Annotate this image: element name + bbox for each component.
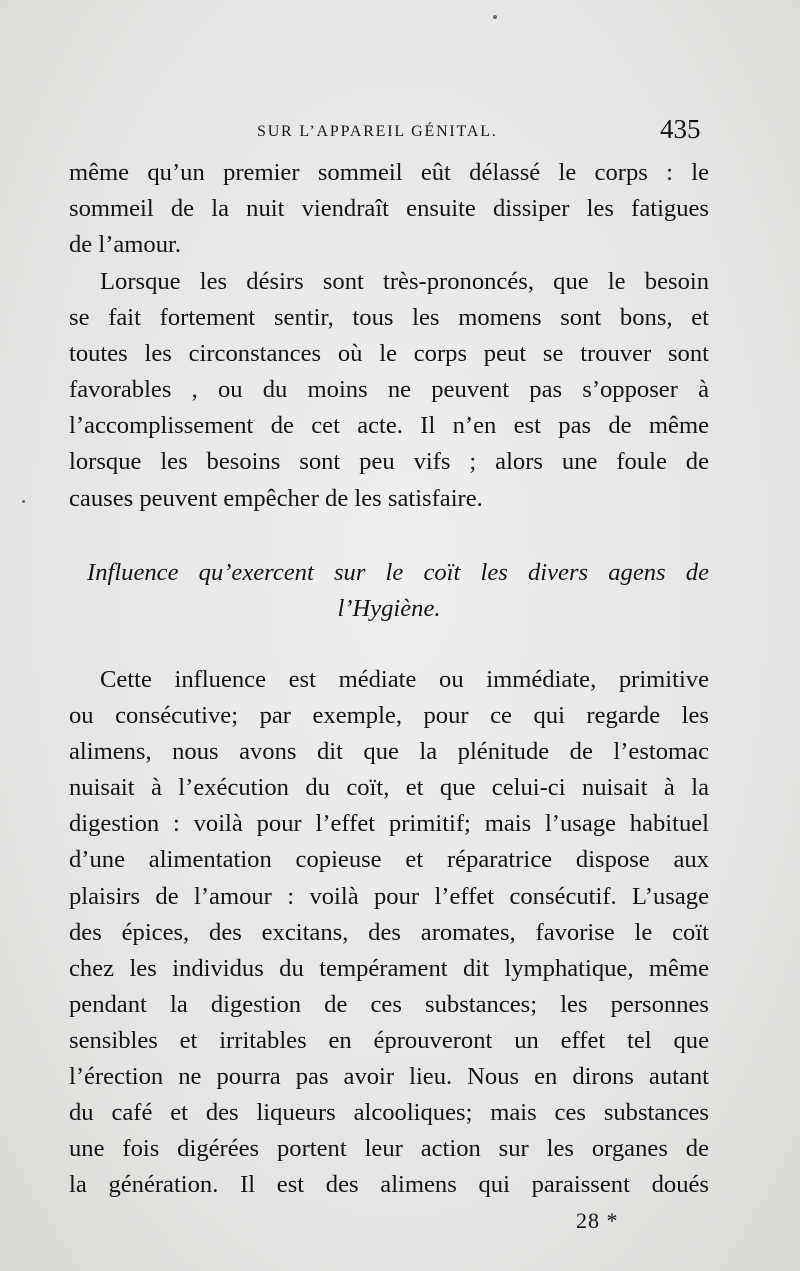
running-title: SUR L’APPAREIL GÉNITAL. [257, 123, 498, 140]
section-title [69, 555, 709, 627]
signature-mark: 28 * [576, 1208, 619, 1233]
text-line: des épices, des excitans, des aromates, favorise le coït [69, 918, 709, 946]
text-line: sommeil de la nuit viendraît ensuite dissiper les fatigues [69, 195, 709, 223]
text-line: lorsque les besoins sont peu vifs ; alors une foule de [69, 448, 709, 476]
text-line: favorables , ou du moins ne peuvent pas s’opposer à [69, 376, 709, 404]
ink-speck [493, 15, 497, 19]
text-line: se fait fortement sentir, tous les momens sont bons, et [69, 304, 709, 332]
text-line: Lorsque les désirs sont très-prononcés, que le besoin [100, 268, 709, 295]
paragraph-1 [69, 155, 709, 263]
text-line: alimens, nous avons dit que la plénitude de l’estomac [69, 738, 709, 766]
text-line: pendant la digestion de ces substances; les personnes [69, 990, 709, 1018]
text-line: causes peuvent empêcher de les satisfaire. [69, 484, 483, 512]
ink-speck [22, 500, 25, 503]
section-title-line: Influence qu’exercent sur le coït les divers agens de [87, 559, 709, 586]
text-line: nuisait à l’exécution du coït, et que celui-ci nuisait à la [69, 774, 709, 802]
text-line: toutes les circonstances où le corps peut se trouver sont [69, 340, 709, 368]
page-header [0, 114, 800, 152]
text-line: digestion : voilà pour l’effet primitif; mais l’usage habituel [69, 810, 709, 838]
text-line: la génération. Il est des alimens qui paraissent doués [69, 1171, 709, 1199]
paragraph-3 [69, 662, 709, 1203]
text-line: l’accomplissement de cet acte. Il n’en est pas de même [69, 412, 709, 440]
page-number: 435 [660, 114, 701, 144]
text-line: de l’amour. [69, 231, 182, 259]
text-line: d’une alimentation copieuse et réparatrice dispose aux [69, 846, 709, 874]
text-line: chez les individus du tempérament dit lymphatique, même [69, 954, 709, 982]
paragraph-2 [69, 264, 709, 517]
text-line: sensibles et irritables en éprouveront un effet tel que [69, 1026, 709, 1054]
text-line: du café et des liqueurs alcooliques; mais ces substances [69, 1099, 709, 1127]
section-title-line: l’Hygiène. [337, 595, 441, 622]
text-line: une fois digérées portent leur action sur les organes de [69, 1135, 709, 1163]
text-line: l’érection ne pourra pas avoir lieu. Nous en dirons autant [69, 1063, 709, 1091]
text-line: même qu’un premier sommeil eût délassé le corps : le [69, 159, 709, 186]
text-line: ou consécutive; par exemple, pour ce qui regarde les [69, 702, 709, 730]
text-line: Cette influence est médiate ou immédiate, primitive [100, 666, 709, 693]
text-line: plaisirs de l’amour : voilà pour l’effet consécutif. L’usage [69, 882, 709, 910]
